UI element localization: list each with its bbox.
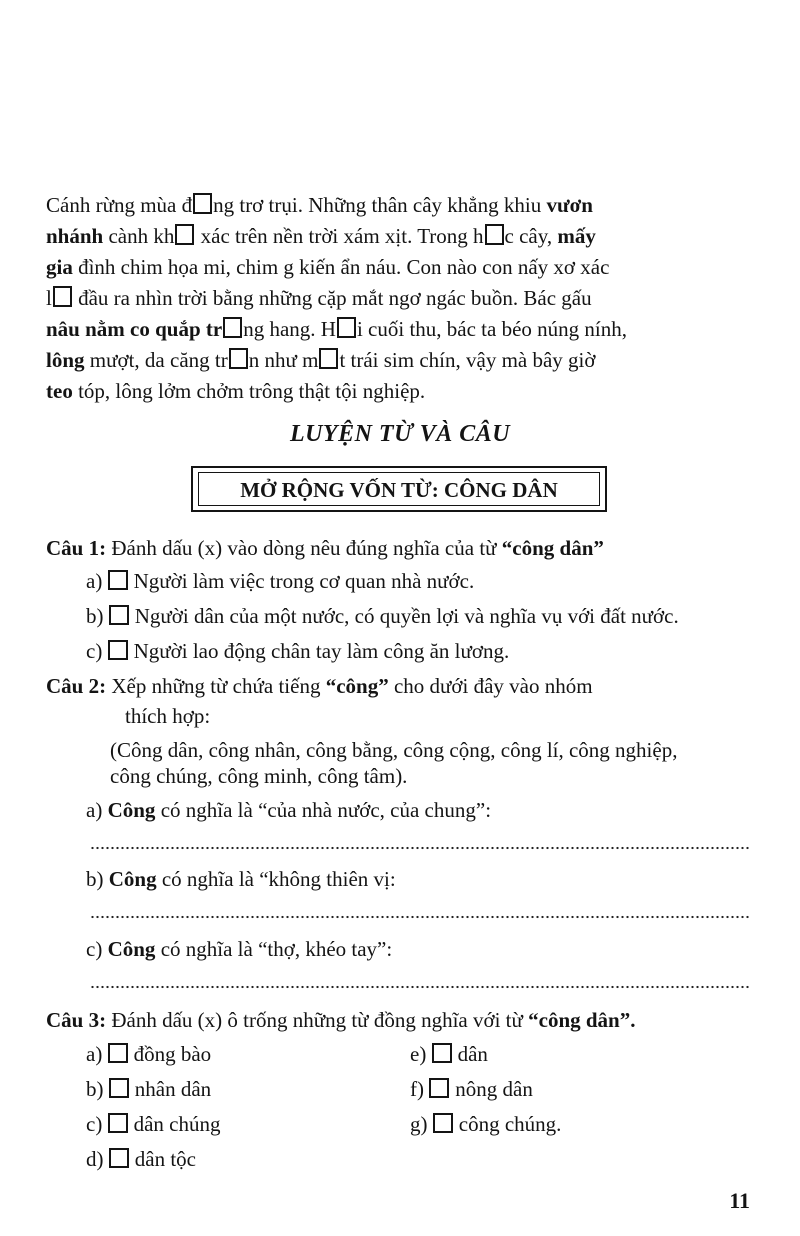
passage-line-2 bbox=[46, 221, 756, 252]
blank-box bbox=[319, 348, 338, 369]
option-letter: d) bbox=[86, 1147, 104, 1171]
answer-line[interactable] bbox=[90, 915, 750, 919]
blank-box bbox=[223, 317, 242, 338]
text-run: Cánh rừng mùa đ bbox=[46, 193, 193, 217]
option-text: dân tộc bbox=[134, 1147, 196, 1171]
option-letter: b) bbox=[86, 604, 104, 628]
text-run: đầu ra nhìn trời bằng những cặp mắt ngơ ngác buồn. Bác gấu bbox=[72, 286, 592, 310]
passage-line-3 bbox=[46, 252, 756, 283]
option-letter: a) bbox=[86, 1042, 103, 1066]
text-run: i cuối thu, bác ta béo núng nính, bbox=[356, 317, 627, 341]
q3-option-a bbox=[86, 1039, 211, 1069]
q3-option-d bbox=[86, 1144, 196, 1174]
option-letter: g) bbox=[410, 1112, 428, 1136]
blank-box bbox=[193, 193, 212, 214]
passage-line-7 bbox=[46, 376, 756, 407]
question-text: cho dưới đây vào nhóm bbox=[388, 674, 593, 698]
page-number: 11 bbox=[729, 1188, 750, 1213]
bold-run: vươn bbox=[546, 193, 593, 217]
answer-line[interactable] bbox=[90, 985, 750, 989]
q1-option-c bbox=[86, 636, 509, 666]
question-3 bbox=[46, 1005, 635, 1035]
option-text: dân bbox=[457, 1042, 488, 1066]
answer-line[interactable] bbox=[90, 846, 750, 850]
text-run: ng trơ trụi. Những thân cây khẳng khiu bbox=[213, 193, 547, 217]
passage-paragraph bbox=[46, 190, 756, 407]
passage-line-4 bbox=[46, 283, 756, 314]
text-run: t trái sim chín, vậy mà bây giờ bbox=[339, 348, 596, 372]
bold-run: lông bbox=[46, 348, 85, 372]
text-run: tóp, lông lởm chởm trông thật tội nghiệp. bbox=[72, 379, 426, 403]
q2-word-list-2: công chúng, công minh, công tâm). bbox=[110, 764, 408, 788]
option-letter: e) bbox=[410, 1042, 427, 1066]
option-letter: c) bbox=[86, 937, 103, 961]
part-word: Công bbox=[107, 937, 156, 961]
option-letter: b) bbox=[86, 1077, 104, 1101]
part-text: có nghĩa là “của nhà nước, của chung”: bbox=[155, 798, 492, 822]
q3-option-e bbox=[410, 1039, 488, 1069]
checkbox[interactable] bbox=[429, 1078, 449, 1098]
text-run: đình chim họa mi, chim g kiến ẩn náu. Con nào con nấy xơ xác bbox=[72, 255, 610, 279]
checkbox[interactable] bbox=[108, 1043, 128, 1063]
option-text: Người dân của một nước, có quyền lợi và nghĩa vụ với đất nước. bbox=[134, 604, 679, 628]
bold-run: nhánh bbox=[46, 224, 104, 248]
q2-part-b bbox=[86, 864, 396, 894]
checkbox[interactable] bbox=[108, 1113, 128, 1133]
checkbox[interactable] bbox=[433, 1113, 453, 1133]
q3-option-f bbox=[410, 1074, 533, 1104]
option-letter: a) bbox=[86, 798, 103, 822]
checkbox[interactable] bbox=[108, 640, 128, 660]
passage-line-1 bbox=[46, 190, 756, 221]
option-text: công chúng. bbox=[458, 1112, 562, 1136]
option-text: Người lao động chân tay làm công ăn lương. bbox=[133, 639, 510, 663]
passage-line-6 bbox=[46, 345, 756, 376]
question-text: Đánh dấu (x) vào dòng nêu đúng nghĩa của từ bbox=[106, 536, 502, 560]
question-label: Câu 2: bbox=[46, 674, 107, 698]
text-run: mượt, da căng tr bbox=[84, 348, 228, 372]
topic-frame bbox=[191, 466, 607, 512]
part-text: có nghĩa là “không thiên vị: bbox=[156, 867, 396, 891]
q2-word-list-1: (Công dân, công nhân, công bằng, công cộng, công lí, công nghiệp, bbox=[110, 738, 678, 762]
passage-line-5 bbox=[46, 314, 756, 345]
blank-box bbox=[175, 224, 194, 245]
q2-part-a bbox=[86, 795, 491, 825]
question-term: “công dân”. bbox=[528, 1008, 636, 1032]
part-text: có nghĩa là “thợ, khéo tay”: bbox=[155, 937, 393, 961]
q3-option-g bbox=[410, 1109, 561, 1139]
option-letter: b) bbox=[86, 867, 104, 891]
blank-box bbox=[337, 317, 356, 338]
checkbox[interactable] bbox=[108, 570, 128, 590]
topic-title: MỞ RỘNG VỐN TỪ: CÔNG DÂN bbox=[198, 472, 600, 506]
text-run: cành kh bbox=[103, 224, 175, 248]
option-letter: c) bbox=[86, 639, 103, 663]
blank-box bbox=[485, 224, 504, 245]
option-text: nông dân bbox=[455, 1077, 533, 1101]
option-letter: c) bbox=[86, 1112, 103, 1136]
checkbox[interactable] bbox=[432, 1043, 452, 1063]
question-2 bbox=[46, 671, 593, 701]
option-letter: f) bbox=[410, 1077, 424, 1101]
option-text: đồng bào bbox=[133, 1042, 212, 1066]
q1-option-a bbox=[86, 566, 474, 596]
q2-part-c bbox=[86, 934, 392, 964]
question-1 bbox=[46, 533, 604, 563]
q1-option-b bbox=[86, 601, 679, 631]
text-run: n như m bbox=[248, 348, 319, 372]
option-text: nhân dân bbox=[134, 1077, 212, 1101]
checkbox[interactable] bbox=[109, 1148, 129, 1168]
text-run: c cây, bbox=[504, 224, 558, 248]
bold-run: teo bbox=[46, 379, 73, 403]
part-word: Công bbox=[108, 867, 157, 891]
option-letter: a) bbox=[86, 569, 103, 593]
option-text: Người làm việc trong cơ quan nhà nước. bbox=[133, 569, 475, 593]
question-text: Đánh dấu (x) ô trống những từ đồng nghĩa với từ bbox=[106, 1008, 529, 1032]
blank-box bbox=[53, 286, 72, 307]
bold-run: nâu nằm co quắp tr bbox=[46, 317, 223, 341]
question-term: “công” bbox=[325, 674, 389, 698]
blank-box bbox=[229, 348, 248, 369]
part-word: Công bbox=[107, 798, 156, 822]
text-run: xác trên nền trời xám xịt. Trong h bbox=[195, 224, 484, 248]
bold-run: gia bbox=[46, 255, 73, 279]
question-term: “công dân” bbox=[501, 536, 604, 560]
checkbox[interactable] bbox=[109, 605, 129, 625]
question-text: Xếp những từ chứa tiếng bbox=[106, 674, 326, 698]
checkbox[interactable] bbox=[109, 1078, 129, 1098]
q3-option-b bbox=[86, 1074, 211, 1104]
bold-run: mấy bbox=[557, 224, 596, 248]
option-text: dân chúng bbox=[133, 1112, 221, 1136]
question-2-cont: thích hợp: bbox=[125, 704, 211, 728]
section-title: LUYỆN TỪ VÀ CÂU bbox=[289, 421, 511, 447]
question-label: Câu 3: bbox=[46, 1008, 107, 1032]
question-label: Câu 1: bbox=[46, 536, 107, 560]
q3-option-c bbox=[86, 1109, 220, 1139]
text-run: ng hang. H bbox=[243, 317, 336, 341]
text-run: l bbox=[46, 286, 52, 310]
